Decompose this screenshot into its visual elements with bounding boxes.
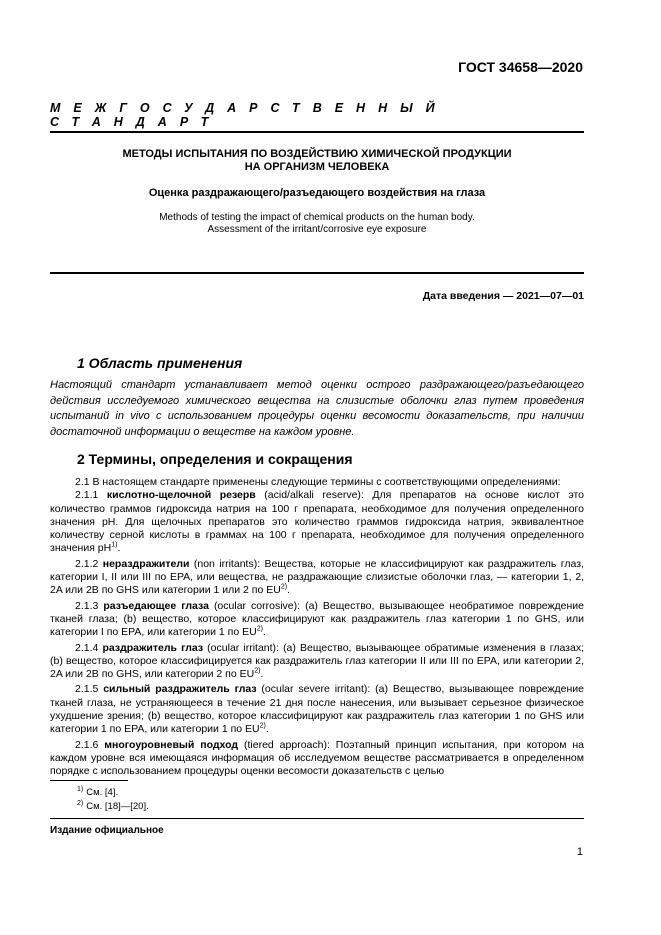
footnote-separator xyxy=(50,780,128,781)
section-2-heading: 2 Термины, определения и сокращения xyxy=(77,451,353,467)
term-2-1-1: 2.1.1 кислотно-щелочной резерв (acid/alkali reserve): Для препаратов на основе кислот это количество граммов гидроксида натрия на 100 г препарата, необходимое для получения определенного значения pH. Для щелочных препаратов это количество граммов гидроксида натрия, эквивалентное количеству серной кислоты в граммах на 100 г препарата, необходимое для получения определенного значения $pH^{1)}$. xyxy=(50,489,584,555)
title-line-1: МЕТОДЫ ИСПЫТАНИЯ ПО ВОЗДЕЙСТВИЮ ХИМИЧЕСКОЙ ПРОДУКЦИИ xyxy=(122,148,512,160)
english-title xyxy=(50,212,584,236)
standard-type-word2: СТАНДАРТ xyxy=(50,115,222,129)
term-2-1-2: 2.1.2 нераздражители (non irritants): Вещества, которые не классифицируют как раздражитель глаз, категории I, II или III по EPA, или вещества, не раздражающие слизистые оболочки глаз, — категории 1, 2, 2A или 2B по GHS или категории 1 или 2 по EU$^{2)}$. xyxy=(50,557,584,597)
section-2-body xyxy=(50,476,584,779)
title-line-2: НА ОРГАНИЗМ ЧЕЛОВЕКА xyxy=(244,161,390,173)
paragraph-2-1: 2.1 В настоящем стандарте применены следующие термины с соответствующими определениями: xyxy=(75,476,561,488)
section-1-heading: 1 Область применения xyxy=(77,355,243,371)
standard-type-word1: МЕЖГОСУДАРСТВЕННЫЙ xyxy=(50,101,448,115)
term-2-1-6: 2.1.6 многоуровневый подход (tiered approach): Поэтапный принцип испытания, при котором на каждом уровне вся имеющаяся информация об исследуемом веществе рассматривается в определенном порядке с использованием процедуры оценки весомости доказательств с целью xyxy=(50,738,584,778)
term-2-1-3: 2.1.3 разъедающее глаза (ocular corrosive): (a) Вещество, вызывающее необратимое повреждение тканей глаза; (b) вещество, которое классифицируют как раздражитель глаз категории 1 по GHS, или категории I по EPA, или категории 1 по EU$^{2)}$. xyxy=(50,599,584,639)
official-edition: Издание официальное xyxy=(50,825,164,836)
english-title-line-2: Assessment of the irritant/corrosive eye exposure xyxy=(207,224,427,235)
document-subtitle: Оценка раздражающего/разъедающего воздействия на глаза xyxy=(148,187,486,199)
introduction-date: Дата введения — 2021—07—01 xyxy=(422,290,584,302)
header-rule xyxy=(50,131,584,133)
term-2-1-4: 2.1.4 раздражитель глаз (ocular irritant): (a) Вещество, вызывающее обратимые изменения в глазах; (b) вещество, которое классифицируется как раздражитель глаз категории II или III по EPA, или категории 2, 2A или 2B по GHS, или категории 2 по EU$^{2)}$. xyxy=(50,641,585,681)
standard-type xyxy=(50,101,584,129)
page-number: 1 xyxy=(576,846,583,858)
title-rule xyxy=(50,272,584,274)
gost-code: ГОСТ 34658—2020 xyxy=(458,59,583,75)
section-1-text: Настоящий стандарт устанавливает метод оценки острого раздражающего/разъедающего действия исследуемого химического вещества на слизистые оболочки глаз путем проведения испытаний in vivo с использованием процедуры оценки весомости доказательств, при наличии достаточной информации о веществе на каждом уровне. xyxy=(50,379,584,438)
footnote-1: $^{1)}$ См. [4]. xyxy=(77,785,119,798)
document-title xyxy=(50,148,584,174)
footer-rule xyxy=(50,818,584,819)
english-title-line-1: Methods of testing the impact of chemical products on the human body. xyxy=(159,212,475,223)
footnote-2: $^{2)}$ См. [18]—[20]. xyxy=(77,799,149,812)
term-2-1-5: 2.1.5 сильный раздражитель глаз (ocular severe irritant): (a) Вещество, вызывающее повреждение тканей глаза, не устраняющееся в течение 21 дня после нанесения, или вызывает серьезное физическое ухудшение зрения; (b) вещество, которое классифицируют как раздражитель глаз категории 1 по GHS или категории 1 по EPA, или категории 1 по EU$^{2)}$. xyxy=(50,683,585,736)
